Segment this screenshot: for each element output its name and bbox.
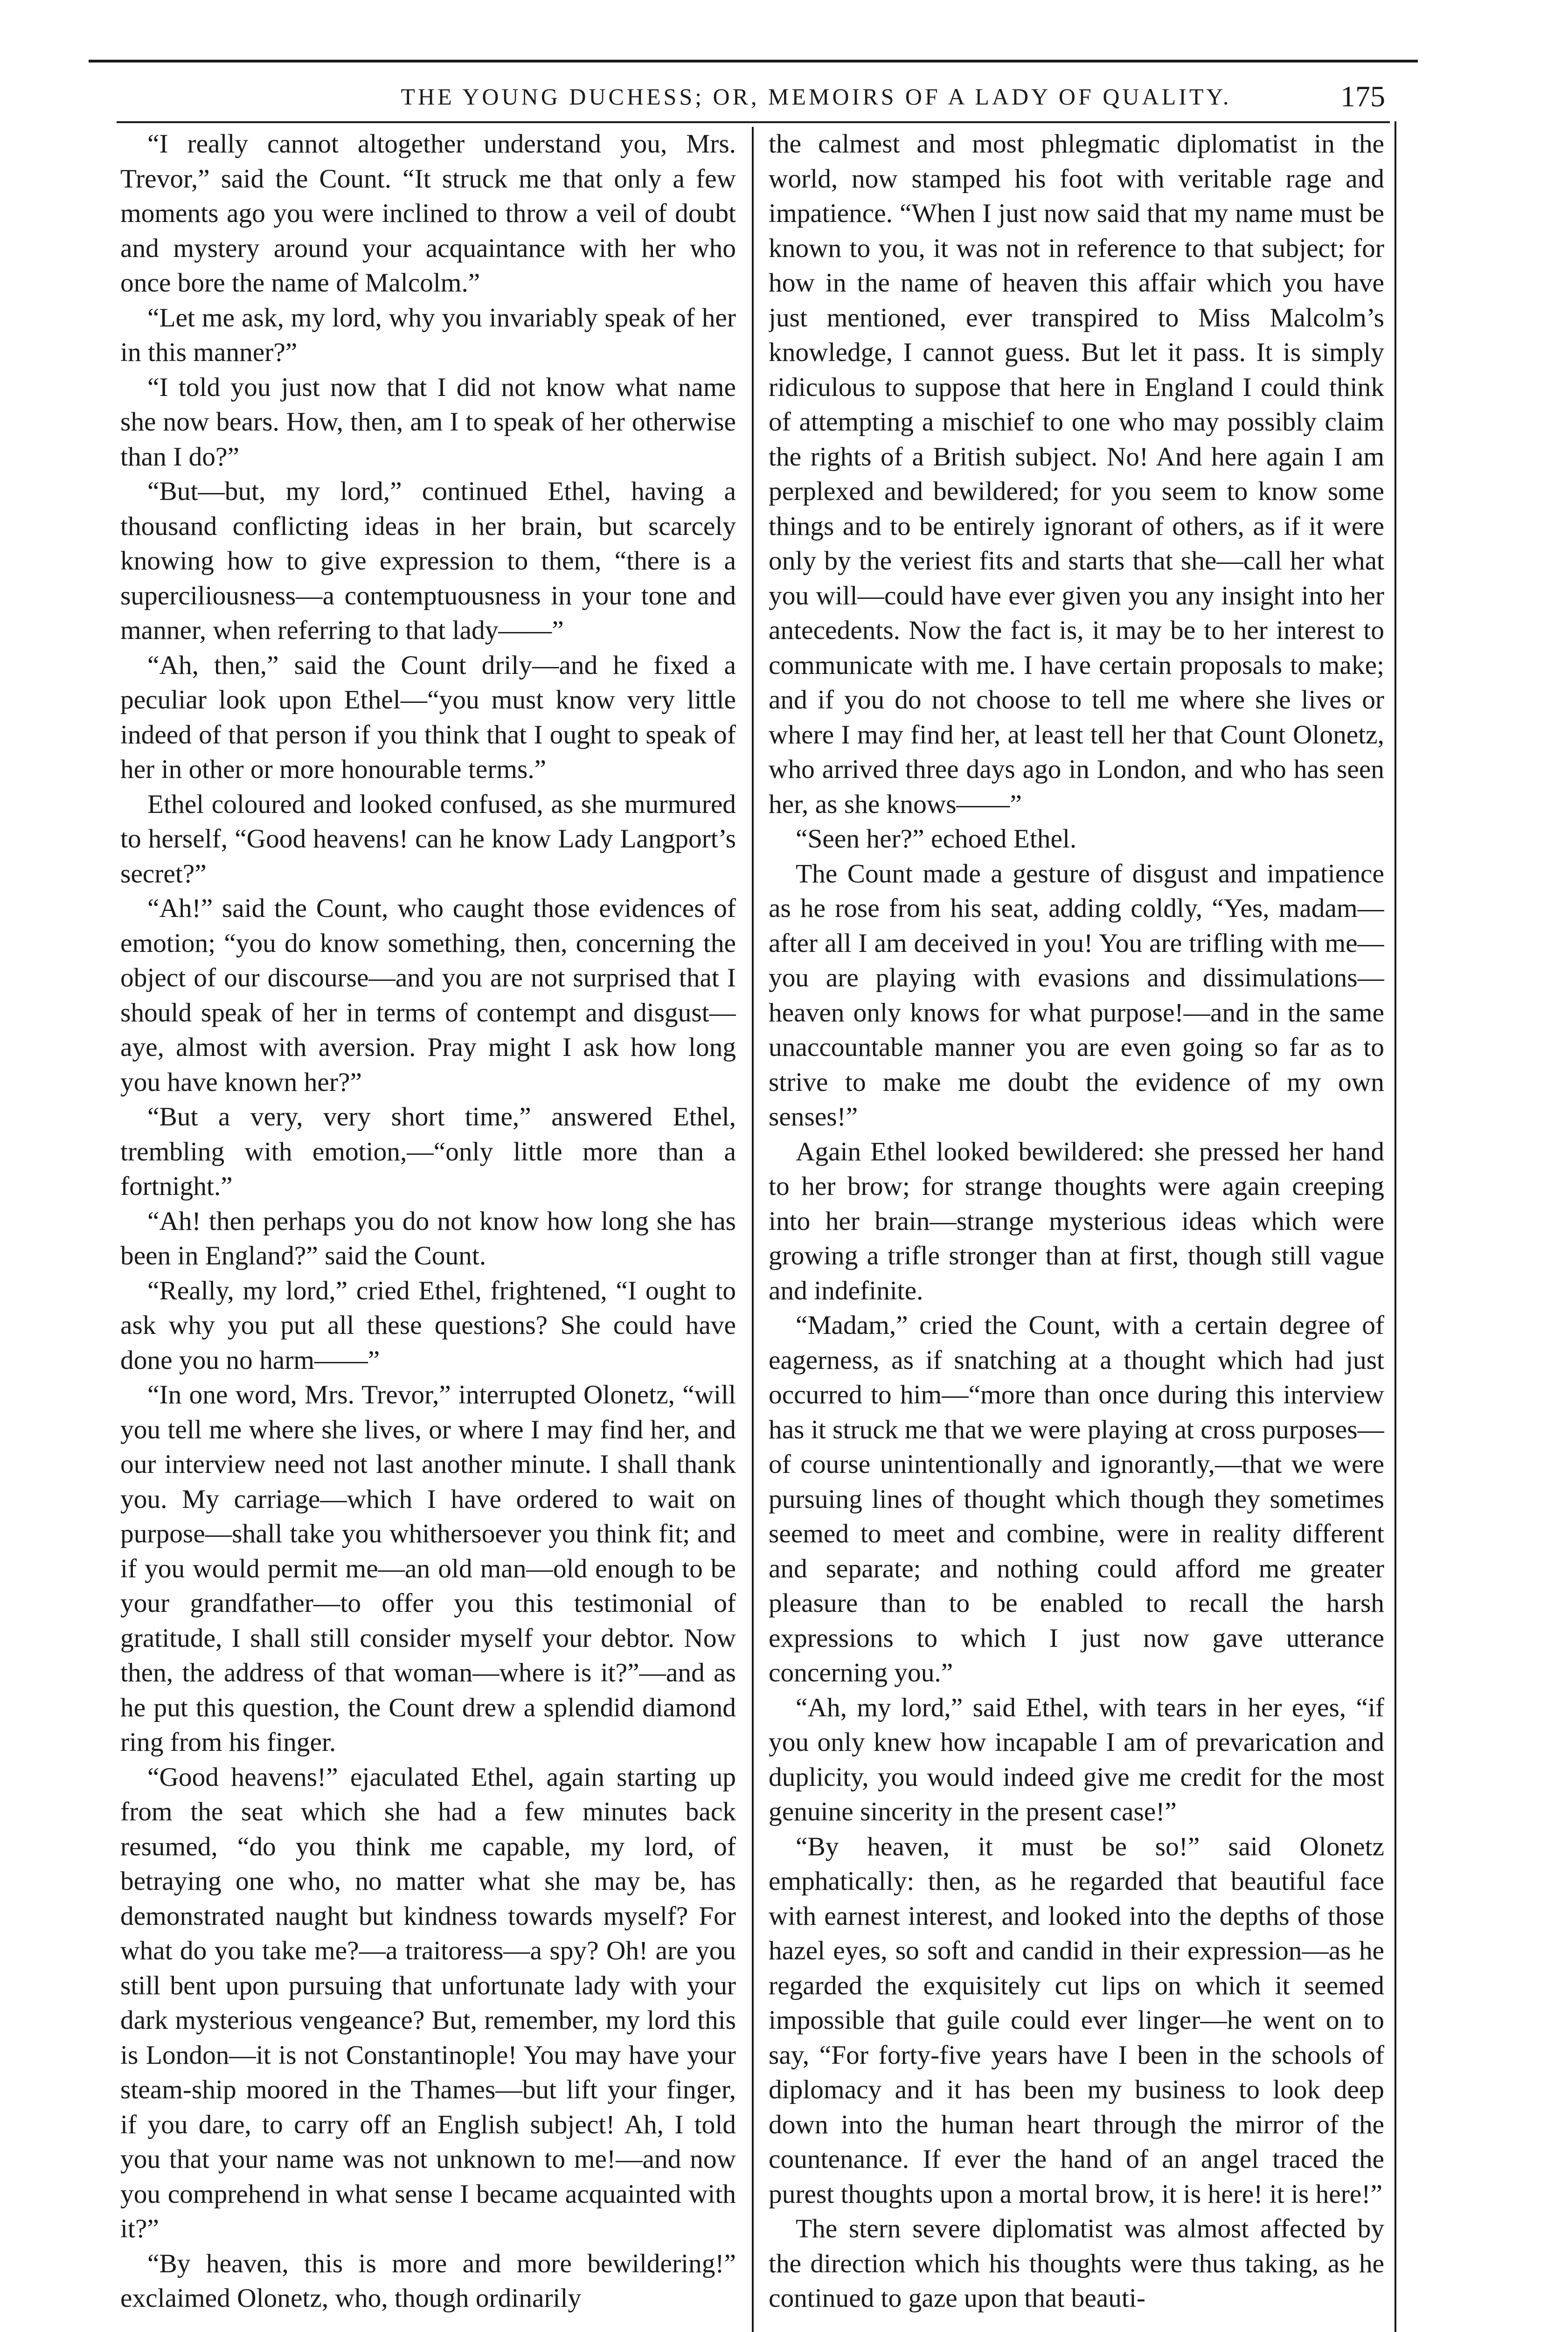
paragraph: “Ah! then perhaps you do not know how long she has been in England?” said the Count.	[120, 1206, 736, 1270]
top-rule	[89, 60, 1418, 62]
paragraph: “I told you just now that I did not know what name she now bears. How, then, am I to speak of her otherwise than I do?”	[120, 372, 736, 472]
paragraph: “Madam,” cried the Count, with a certain degree of eagerness, as if snatching at a thought which had just occurred to him—“more than once during this interview has it struck me that we were playing at cross purposes—of course unintentionally and ignorantly,—that we were pursuing lines of thought which though they sometimes seemed to meet and combine, were in reality different and separate; and nothing could afford me greater pleasure than to be enabled to recall the harsh expressions to which I just now gave utterance concerning you.”	[769, 1311, 1384, 1687]
header-rule	[117, 121, 1390, 123]
paragraph: “I really cannot altogether understand you, Mrs. Trevor,” said the Count. “It struck me that only a few moments ago you were inclined to throw a veil of doubt and mystery around your acquaintance with her who once bore the name of Malcolm.”	[120, 129, 736, 298]
paragraph: “Ah!” said the Count, who caught those evidences of emotion; “you do know something, then, concerning the object of our discourse—and you are not surprised that I should speak of her in terms of contempt and disgust—aye, almost with aversion. Pray might I ask how long you have known her?”	[120, 894, 736, 1097]
paragraph: Ethel coloured and looked confused, as she murmured to herself, “Good heavens! can he know Lady Langport’s secret?”	[120, 789, 736, 888]
paragraph: The stern severe diplomatist was almost affected by the direction which his thoughts were thus taking, as he continued to gaze upon that beauti-	[769, 2214, 1384, 2313]
paragraph: “Good heavens!” ejaculated Ethel, again starting up from the seat which she had a few minutes back resumed, “do you think me capable, my lord, of betraying one who, no matter what she may be, has demonstrated naught but kindness towards myself? For what do you take me?—a traitoress—a spy? Oh! are you still bent upon pursuing that unfortunate lady with your dark mysterious vengeance? But, remember, my lord this is London—it is not Constantinople! You may have your steam-ship moored in the Thames—but lift your finger, if you dare, to carry off an English subject! Ah, I told you that your name was not unknown to me!—and now you comprehend in what sense I became acquainted with it?”	[120, 1762, 736, 2243]
paragraph: “By heaven, this is more and more bewildering!” exclaimed Olonetz, who, though ordinarily	[120, 2249, 736, 2313]
running-title: THE YOUNG DUCHESS; OR, MEMOIRS OF A LADY OF QUALITY.	[401, 83, 1232, 110]
right-border	[1395, 121, 1396, 2332]
paragraph: “But—but, my lord,” continued Ethel, having a thousand conflicting ideas in her brain, but scarcely knowing how to give expression to them, “there is a superciliousness—a contemptuousness in your tone and manner, when referring to that lady——”	[120, 477, 736, 645]
paragraph: “By heaven, it must be so!” said Olonetz emphatically: then, as he regarded that beautiful face with earnest interest, and looked into the depths of those hazel eyes, so soft and candid in their expression—as he regarded the exquisitely cut lips on which it seemed impossible that guile could ever linger—he went on to say, “For forty-five years have I been in the schools of diplomacy and it has been my business to look deep down into the human heart through the mirror of the countenance. If ever the hand of an angel traced the purest thoughts upon a mortal brow, it is here! it is here!”	[769, 1832, 1384, 2209]
page-number: 175	[1340, 80, 1385, 113]
paragraph: “Seen her?” echoed Ethel.	[796, 824, 1077, 854]
paragraph: “Ah, my lord,” said Ethel, with tears in her eyes, “if you only knew how incapable I am of prevarication and duplicity, you would indeed give me credit for the most genuine sincerity in the present case!”	[769, 1693, 1384, 1826]
text-column-left	[120, 127, 736, 2332]
paragraph: “In one word, Mrs. Trevor,” interrupted Olonetz, “will you tell me where she lives, or where I may find her, and our interview need not last another minute. I shall thank you. My carriage—which I have ordered to wait on purpose—shall take you whithersoever you think fit; and if you would permit me—an old man—old enough to be your grandfather—to offer you this testimonial of gratitude, I shall still consider myself your debtor. Now then, the address of that woman—where is it?”—and as he put this question, the Count drew a splendid diamond ring from his finger.	[120, 1380, 736, 1757]
paragraph: Again Ethel looked bewildered: she pressed her hand to her brow; for strange thoughts were again creeping into her brain—strange mysterious ideas which were growing a trifle stronger than at first, though still vague and indefinite.	[769, 1137, 1384, 1305]
paragraph: “But a very, very short time,” answered Ethel, trembling with emotion,—“only little more than a fortnight.”	[120, 1102, 736, 1201]
text-column-right	[769, 127, 1384, 2332]
paragraph: The Count made a gesture of disgust and impatience as he rose from his seat, adding coldly, “Yes, madam—after all I am deceived in you! You are trifling with me—you are playing with evasions and dissimulations—heaven only knows for what purpose!—and in the same unaccountable manner you are even going so far as to strive to make me doubt the evidence of my own senses!”	[769, 859, 1384, 1131]
column-divider	[752, 127, 754, 2332]
paragraph: “Ah, then,” said the Count drily—and he fixed a peculiar look upon Ethel—“you must know very little indeed of that person if you think that I ought to speak of her in other or more honourable terms.”	[120, 650, 736, 784]
paragraph: “Really, my lord,” cried Ethel, frightened, “I ought to ask why you put all these questions? She could have done you no harm——”	[120, 1276, 736, 1375]
paragraph: the calmest and most phlegmatic diplomatist in the world, now stamped his foot with veritable rage and impatience. “When I just now said that my name must be known to you, it was not in reference to that subject; for how in the name of heaven this affair which you have just mentioned, ever transpired to Miss Malcolm’s knowledge, I cannot guess. But let it pass. It is simply ridiculous to suppose that here in England I could think of attempting a mischief to one who may possibly claim the rights of a British subject. No! And here again I am perplexed and bewildered; for you seem to know some things and to be entirely ignorant of others, as if it were only by the veriest fits and starts that she—call her what you will—could have ever given you any insight into her antecedents. Now the fact is, it may be to her interest to communicate with me. I have certain proposals to make; and if you do not choose to tell me where she lives or where I may find her, at least tell her that Count Olonetz, who arrived three days ago in London, and who has seen her, as she knows——”	[769, 129, 1384, 819]
paragraph: “Let me ask, my lord, why you invariably speak of her in this manner?”	[120, 303, 736, 367]
